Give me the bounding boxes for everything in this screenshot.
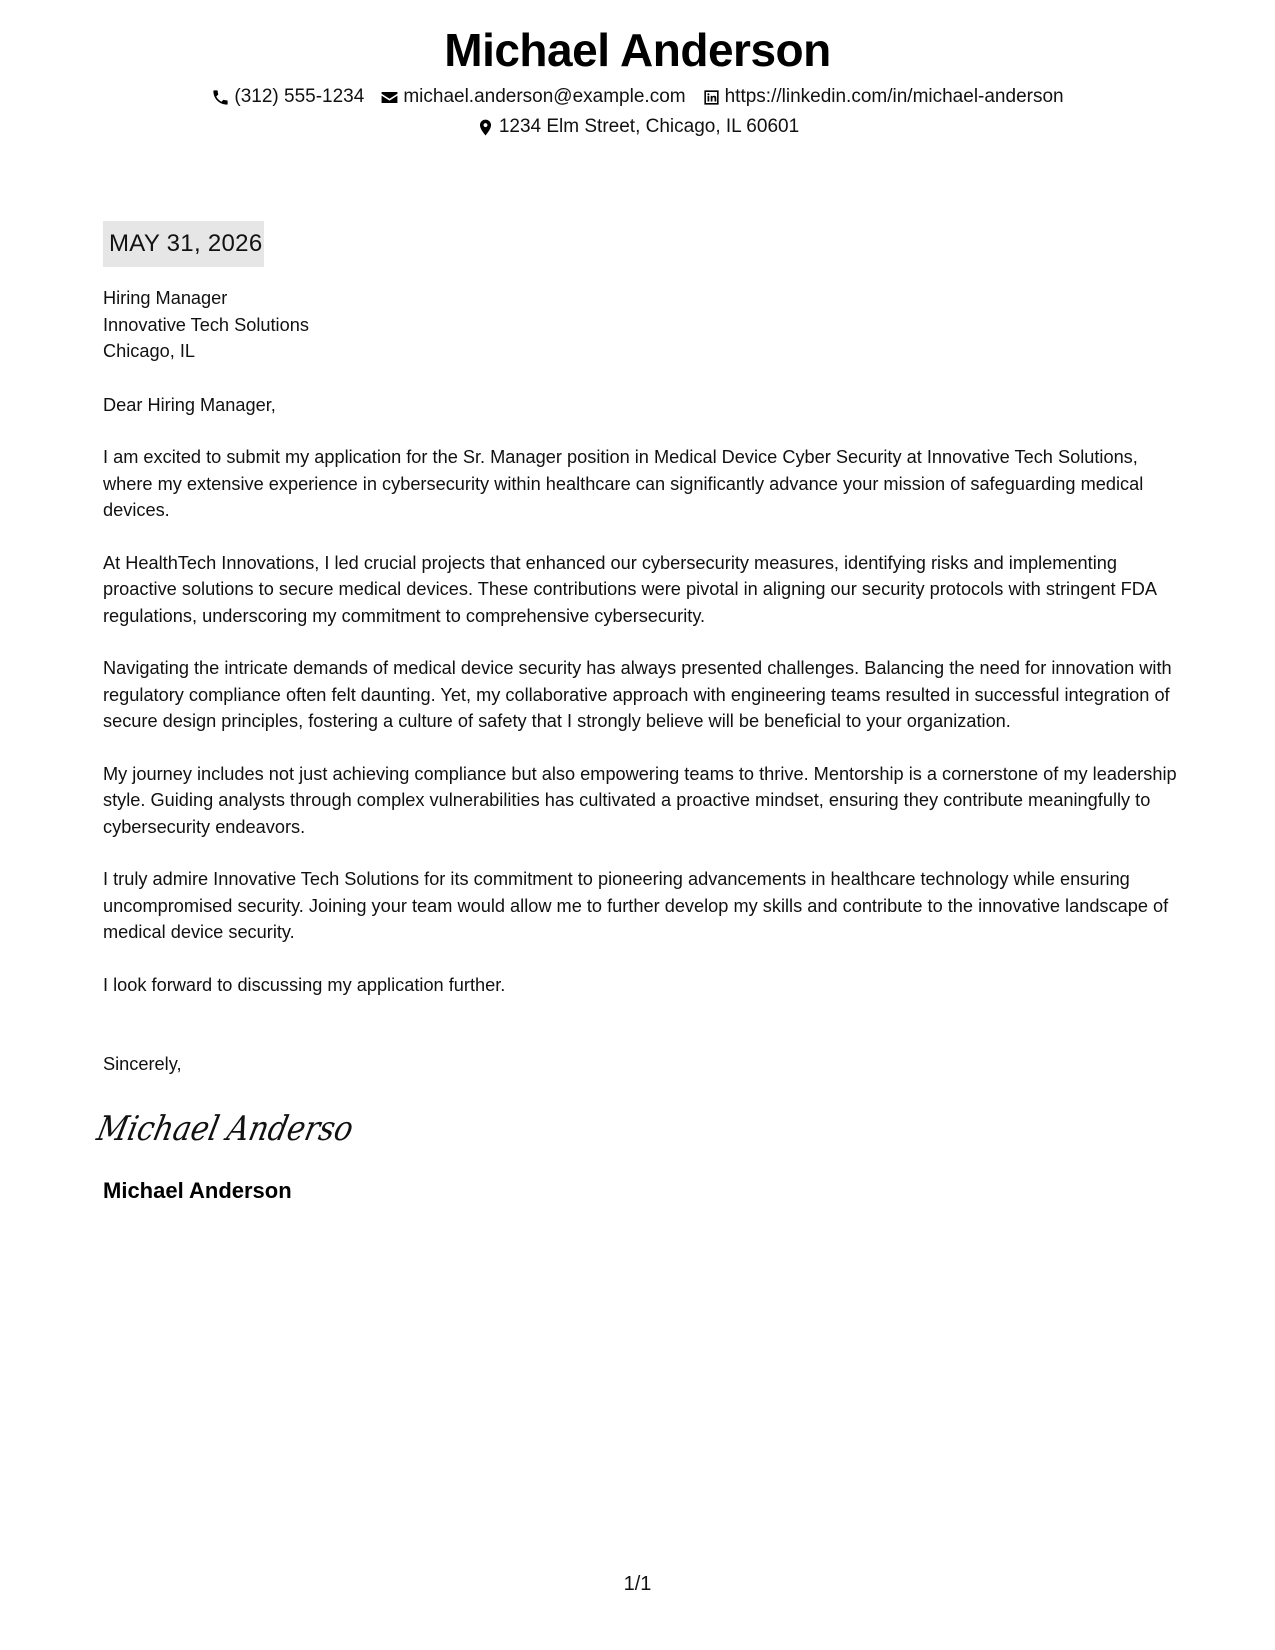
- linkedin-icon: [702, 88, 721, 107]
- signature-text: Michael Anderso: [93, 1108, 394, 1149]
- email-text[interactable]: michael.anderson@example.com: [403, 86, 686, 107]
- contact-row-secondary: [0, 112, 1275, 142]
- recipient-title: Hiring Manager: [103, 288, 228, 308]
- applicant-name: Michael Anderson: [444, 24, 831, 76]
- contact-address: [476, 112, 799, 142]
- paragraph-3: Navigating the intricate demands of medical device security has always presented challenges. Balancing the need for innovation with regulatory compliance often felt daunting. Yet, my collaborative approach with engineering teams resulted in successful integration of secure design principles, fostering a culture of safety that I strongly believe will be beneficial to your organization.: [103, 658, 1172, 731]
- recipient-location: Chicago, IL: [103, 341, 196, 361]
- signer-name: Michael Anderson: [103, 1177, 292, 1203]
- phone-text: (312) 555-1234: [234, 86, 365, 107]
- contact-email[interactable]: [380, 82, 685, 112]
- closing: Sincerely,: [103, 1054, 182, 1074]
- phone-icon: [211, 88, 230, 107]
- contact-row-primary: [0, 82, 1275, 112]
- contact-phone: [211, 82, 364, 112]
- map-marker-icon: [476, 118, 495, 137]
- paragraph-6: I look forward to discussing my application further.: [103, 974, 506, 995]
- letter-header: [0, 18, 1275, 142]
- salutation: Dear Hiring Manager,: [103, 394, 276, 415]
- signature-image: [93, 1104, 394, 1152]
- letter-body: [93, 221, 1183, 1206]
- recipient-block: [103, 285, 1183, 365]
- address-text: 1234 Elm Street, Chicago, IL 60601: [498, 116, 800, 137]
- paragraph-1: I am excited to submit my application for the Sr. Manager position in Medical Device Cyber Security at Innovative Tech Solutions, where my extensive experience in cybersecurity within healthcare can significantly advance your mission of safeguarding medical devices.: [103, 447, 1144, 520]
- contact-linkedin[interactable]: [702, 82, 1064, 112]
- envelope-icon: [380, 88, 399, 107]
- page-number: 1/1: [623, 1573, 652, 1595]
- letter-date: MAY 31, 2026: [103, 221, 264, 267]
- paragraph-2: At HealthTech Innovations, I led crucial projects that enhanced our cybersecurity measures, identifying risks and implementing proactive solutions to secure medical devices. These contributions were pivotal in aligning our security protocols with stringent FDA regulations, underscoring my commitment to comprehensive cybersecurity.: [103, 552, 1157, 626]
- paragraph-4: My journey includes not just achieving compliance but also empowering teams to thrive. Mentorship is a cornerstone of my leadership style. Guiding analysts through complex vulnerabilities has cultivated a proactive mindset, ensuring they contribute meaningfully to cybersecurity endeavors.: [103, 763, 1177, 837]
- recipient-company: Innovative Tech Solutions: [103, 314, 309, 335]
- handwritten-signature: [93, 1104, 1183, 1152]
- linkedin-text[interactable]: https://linkedin.com/in/michael-anderson: [724, 86, 1064, 107]
- paragraph-5: I truly admire Innovative Tech Solutions for its commitment to pioneering advancements in healthcare technology while ensuring uncompromised security. Joining your team would allow me to further develop my skills and contribute to the innovative landscape of medical device security.: [103, 869, 1169, 942]
